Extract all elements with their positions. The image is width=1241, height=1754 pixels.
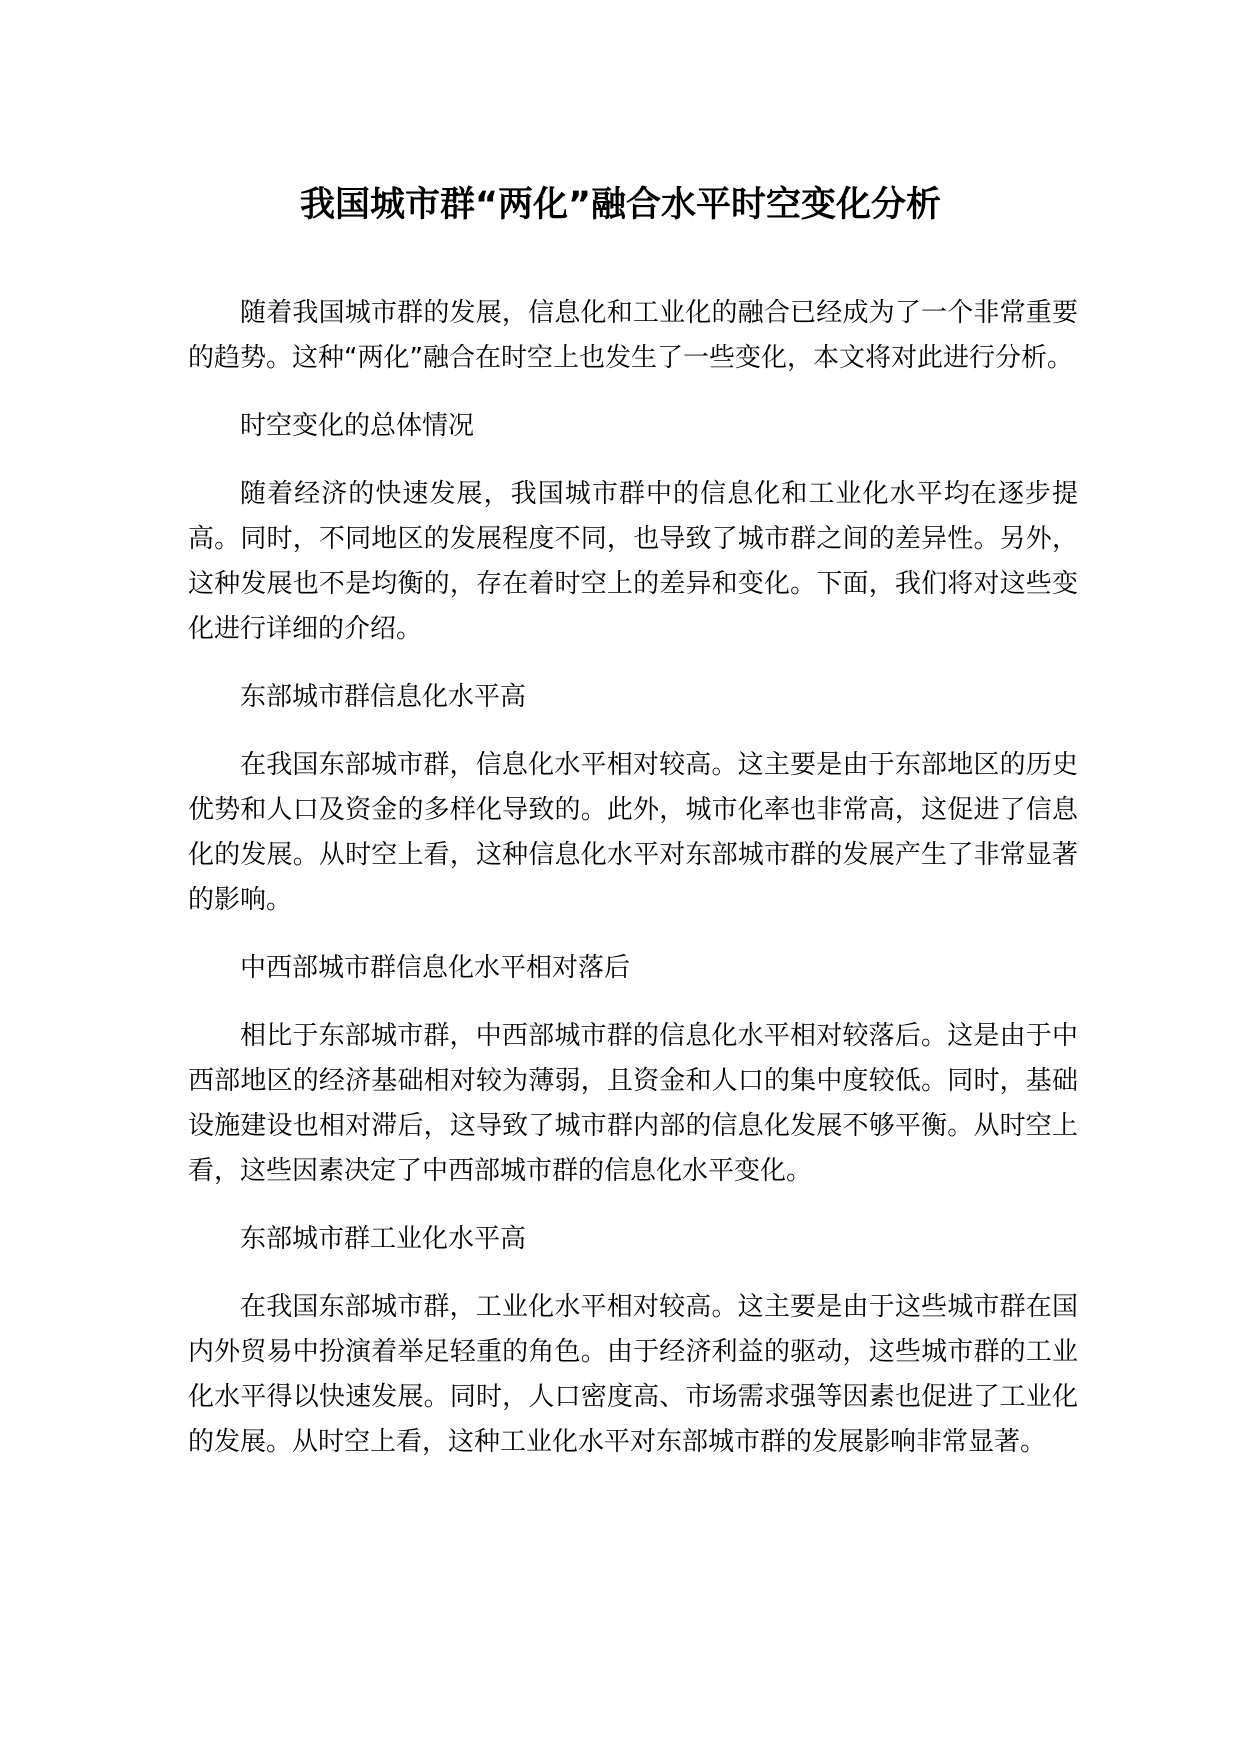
- central-west-informatization-paragraph: 相比于东部城市群，中西部城市群的信息化水平相对较落后。这是由于中西部地区的经济基础相对较为薄弱，且资金和人口的集中度较低。同时，基础设施建设也相对滞后，这导致了城市群内部的信息化发展不够平衡。从时空上看，这些因素决定了中西部城市群的信息化水平变化。: [188, 1021, 1078, 1186]
- east-informatization-paragraph: 在我国东部城市群，信息化水平相对较高。这主要是由于东部地区的历史优势和人口及资金的多样化导致的。此外，城市化率也非常高，这促进了信息化的发展。从时空上看，这种信息化水平对东部城市群的发展产生了非常显著的影响。: [188, 750, 1078, 915]
- section-heading-east-industrialization: 东部城市群工业化水平高: [240, 1224, 527, 1254]
- document-title: 我国城市群“两化”融合水平时空变化分析: [299, 185, 941, 225]
- east-industrialization-paragraph: 在我国东部城市群，工业化水平相对较高。这主要是由于这些城市群在国内外贸易中扮演着举足轻重的角色。由于经济利益的驱动，这些城市群的工业化水平得以快速发展。同时，人口密度高、市场需求强等因素也促进了工业化的发展。从时空上看，这种工业化水平对东部城市群的发展影响非常显著。: [188, 1292, 1078, 1457]
- overall-paragraph: 随着经济的快速发展，我国城市群中的信息化和工业化水平均在逐步提高。同时，不同地区的发展程度不同，也导致了城市群之间的差异性。另外，这种发展也不是均衡的，存在着时空上的差异和变化。下面，我们将对这些变化进行详细的介绍。: [188, 479, 1078, 644]
- intro-paragraph: 随着我国城市群的发展，信息化和工业化的融合已经成为了一个非常重要的趋势。这种“两化”融合在时空上也发生了一些变化，本文将对此进行分析。: [188, 298, 1078, 373]
- section-heading-central-west-informatization: 中西部城市群信息化水平相对落后: [240, 953, 631, 983]
- section-heading-east-informatization: 东部城市群信息化水平高: [240, 682, 527, 712]
- section-heading-overall: 时空变化的总体情况: [240, 411, 475, 441]
- document-body: [188, 291, 1078, 1465]
